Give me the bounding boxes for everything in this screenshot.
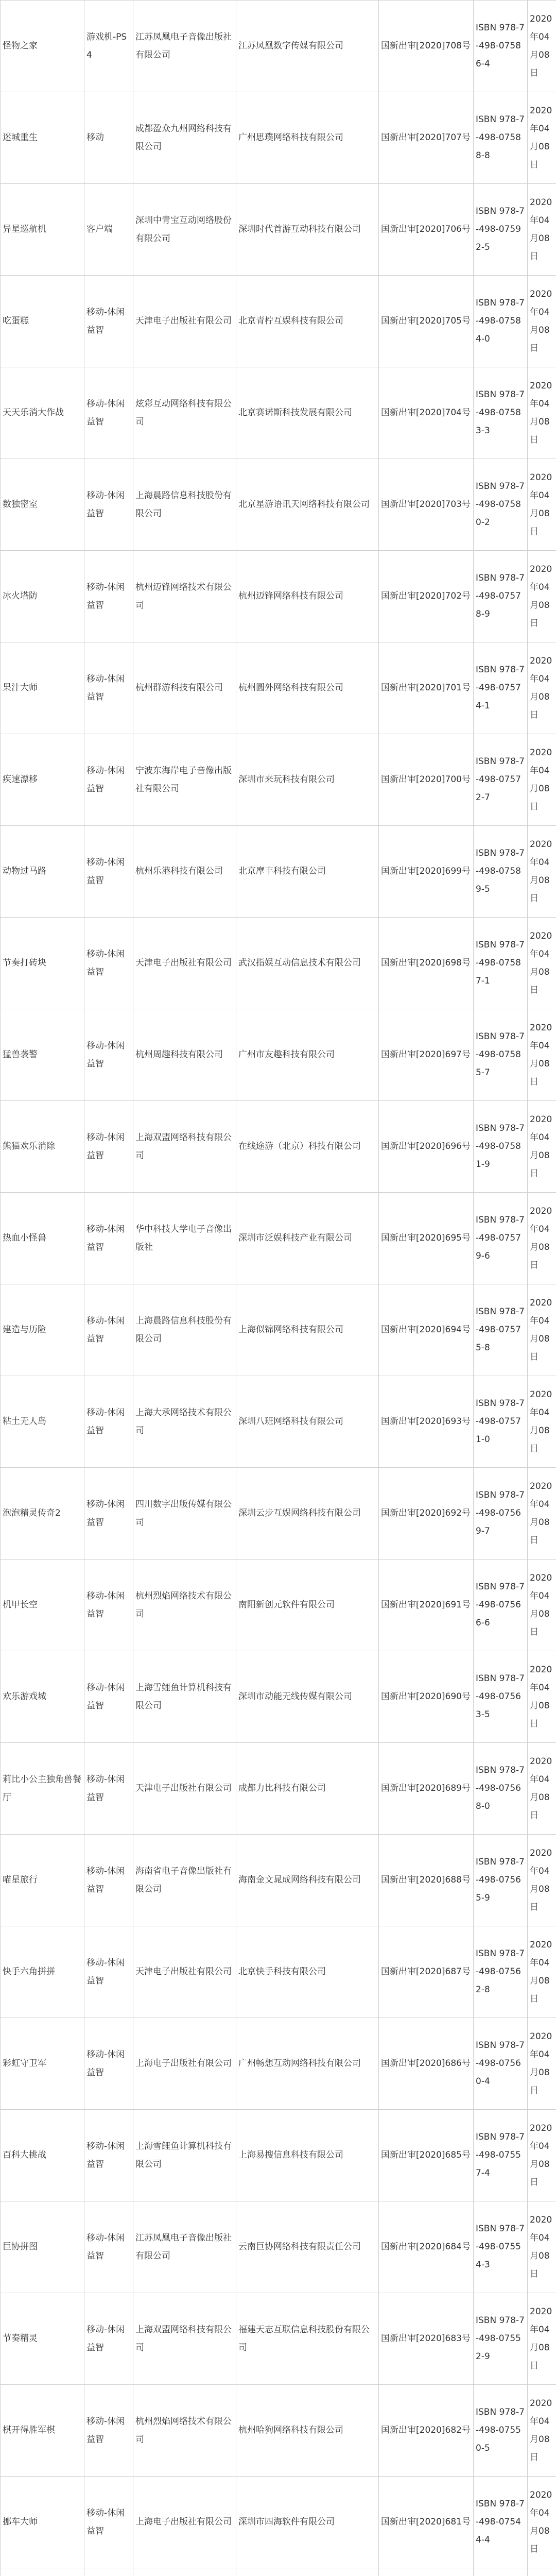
operator-cell: 深圳市动能无线传媒有限公司 [236,1651,379,1743]
publisher-cell: 华中科技大学电子音像出版社 [133,1193,236,1284]
approval-date-cell: 2020年04月08日 [528,734,556,826]
category-cell: 移动-休闲益智 [84,1284,133,1376]
publisher-cell: 上海晨路信息科技股份有限公司 [133,1284,236,1376]
approval-date-cell: 2020年04月08日 [528,2293,556,2385]
approval-date-cell: 2020年04月08日 [528,92,556,184]
approval-number-cell: 国新出审[2020]708号 [379,1,474,92]
game-name-cell: 百科大挑战 [1,2110,84,2201]
approval-number-cell: 国新出审[2020]695号 [379,1193,474,1284]
table-row [1,918,556,1009]
table-row [1,2201,556,2293]
game-name-cell: 快手六角拼拼 [1,1926,84,2018]
table-row [1,1651,556,1743]
publisher-cell: 四川数字出版传媒有限公司 [133,1468,236,1560]
approval-date-cell: 2020年04月08日 [528,1926,556,2018]
approval-date-cell: 2020年04月08日 [528,1193,556,1284]
table-row [1,826,556,918]
isbn-cell: ISBN 978-7-498-07586-4 [474,1,528,92]
approval-date-cell: 2020年04月08日 [528,459,556,551]
category-cell: 移动-休闲益智 [84,1009,133,1101]
publisher-cell: 天津电子出版社有限公司 [133,1743,236,1835]
isbn-cell: ISBN 978-7-498-07589-5 [474,826,528,918]
approval-number-cell: 国新出审[2020]697号 [379,1009,474,1101]
category-cell: 移动-休闲益智 [84,1926,133,2018]
category-cell: 移动 [84,92,133,184]
game-name-cell: 果汁大师 [1,642,84,734]
game-name-cell: 棋开得胜军棋 [1,2385,84,2477]
operator-cell: 杭州哈狗网络科技有限公司 [236,2385,379,2477]
publisher-cell: 深圳中青宝互动网络股份有限公司 [133,184,236,276]
isbn-cell: ISBN 978-7-498-07554-3 [474,2201,528,2293]
approval-number-cell: 国新出审[2020]707号 [379,92,474,184]
publisher-cell: 江苏凤凰电子音像出版社有限公司 [133,1,236,92]
category-cell: 移动-休闲益智 [84,642,133,734]
category-cell: 移动-休闲益智 [84,1376,133,1468]
table-row [1,2568,556,2576]
game-name-cell: 冰火塔防 [1,551,84,642]
approval-number-cell: 国新出审[2020]682号 [379,2385,474,2477]
category-cell: 移动-休闲益智 [84,918,133,1009]
game-name-cell: 天天乐消大作战 [1,367,84,459]
category-cell: 客户端 [84,184,133,276]
approval-date-cell: 2020年04月08日 [528,1835,556,1926]
operator-cell: 成都力比科技有限公司 [236,1743,379,1835]
isbn-cell: ISBN 978-7-498-07563-5 [474,1651,528,1743]
game-name-cell: 彩虹守卫军 [1,2018,84,2110]
game-name-cell: 喵星旅行 [1,1835,84,1926]
game-name-cell [1,2568,84,2576]
approval-number-cell: 国新出审[2020]687号 [379,1926,474,2018]
game-name-cell: 熊猫欢乐消除 [1,1101,84,1193]
operator-cell: 南阳新创元软件有限公司 [236,1560,379,1651]
approval-number-cell [379,2568,474,2576]
isbn-cell: ISBN 978-7-498-07565-9 [474,1835,528,1926]
category-cell: 移动-休闲益智 [84,2477,133,2568]
approval-number-cell: 国新出审[2020]691号 [379,1560,474,1651]
approval-number-cell: 国新出审[2020]692号 [379,1468,474,1560]
game-name-cell: 粘土无人岛 [1,1376,84,1468]
category-cell: 移动-休闲益智 [84,826,133,918]
publisher-cell: 天津电子出版社有限公司 [133,918,236,1009]
operator-cell: 深圳八班网络科技有限公司 [236,1376,379,1468]
game-name-cell: 热血小怪兽 [1,1193,84,1284]
category-cell: 移动-休闲益智 [84,2110,133,2201]
approval-number-cell: 国新出审[2020]706号 [379,184,474,276]
game-name-cell: 怪物之家 [1,1,84,92]
approval-date-cell: 2020年04月08日 [528,1651,556,1743]
table-row [1,1835,556,1926]
approval-number-cell: 国新出审[2020]688号 [379,1835,474,1926]
approval-date-cell: 2020年04月08日 [528,1743,556,1835]
isbn-cell: ISBN 978-7-498-07552-9 [474,2293,528,2385]
category-cell: 移动-休闲益智 [84,1651,133,1743]
operator-cell: 云南巨协网络科技有限责任公司 [236,2201,379,2293]
approval-date-cell: 2020年04月08日 [528,2201,556,2293]
game-name-cell: 动物过马路 [1,826,84,918]
approval-date-cell: 2020年04月08日 [528,1284,556,1376]
table-row [1,551,556,642]
table-row [1,1,556,92]
isbn-cell: ISBN 978-7-498-07574-1 [474,642,528,734]
publisher-cell: 上海雪鲤鱼计算机科技有限公司 [133,2110,236,2201]
isbn-cell: ISBN 978-7-498-07575-8 [474,1284,528,1376]
table-row [1,1284,556,1376]
category-cell: 移动-休闲益智 [84,1560,133,1651]
game-name-cell: 异星巡航机 [1,184,84,276]
isbn-cell: ISBN 978-7-498-07560-4 [474,2018,528,2110]
publisher-cell: 杭州烈焰网络技术有限公司 [133,2385,236,2477]
category-cell: 移动-休闲益智 [84,1835,133,1926]
isbn-cell: ISBN 978-7-498-07579-6 [474,1193,528,1284]
isbn-cell: ISBN 978-7-498-07566-6 [474,1560,528,1651]
approval-date-cell: 2020年04月08日 [528,184,556,276]
operator-cell: 北京青柠互娱科技有限公司 [236,276,379,367]
publisher-cell: 江苏凤凰电子音像出版社有限公司 [133,2201,236,2293]
approval-number-cell: 国新出审[2020]689号 [379,1743,474,1835]
game-name-cell: 吃蛋糕 [1,276,84,367]
category-cell: 移动-休闲益智 [84,2201,133,2293]
approval-date-cell [528,2568,556,2576]
approval-number-cell: 国新出审[2020]694号 [379,1284,474,1376]
game-name-cell: 数独密室 [1,459,84,551]
publisher-cell: 杭州周趣科技有限公司 [133,1009,236,1101]
game-name-cell: 莉比小公主独角兽餐厅 [1,1743,84,1835]
table-row [1,1468,556,1560]
isbn-cell: ISBN 978-7-498-07585-7 [474,1009,528,1101]
operator-cell: 武汉指娱互动信息技术有限公司 [236,918,379,1009]
approval-date-cell: 2020年04月08日 [528,826,556,918]
isbn-cell: ISBN 978-7-498-07544-4 [474,2477,528,2568]
table-row [1,1193,556,1284]
table-row [1,459,556,551]
category-cell: 移动-休闲益智 [84,1101,133,1193]
isbn-cell: ISBN 978-7-498-07584-0 [474,276,528,367]
game-name-cell: 建造与历险 [1,1284,84,1376]
approval-date-cell: 2020年04月08日 [528,918,556,1009]
approval-date-cell: 2020年04月08日 [528,2477,556,2568]
category-cell: 移动-休闲益智 [84,551,133,642]
publisher-cell: 上海电子出版社有限公司 [133,2477,236,2568]
category-cell: 移动-休闲益智 [84,734,133,826]
table-row [1,276,556,367]
isbn-cell: ISBN 978-7-498-07581-9 [474,1101,528,1193]
operator-cell: 在线途游（北京）科技有限公司 [236,1101,379,1193]
table-row [1,2477,556,2568]
publisher-cell: 成都盈众九州网络科技有限公司 [133,92,236,184]
approval-number-cell: 国新出审[2020]686号 [379,2018,474,2110]
game-name-cell: 猛兽袭警 [1,1009,84,1101]
table-row [1,642,556,734]
operator-cell: 深圳市来玩科技有限公司 [236,734,379,826]
approval-date-cell: 2020年04月08日 [528,2385,556,2477]
isbn-cell: ISBN 978-7-498-07588-8 [474,92,528,184]
isbn-cell: ISBN 978-7-498-07557-4 [474,2110,528,2201]
isbn-cell: ISBN 978-7-498-07571-0 [474,1376,528,1468]
publisher-cell: 上海双盟网络科技有限公司 [133,2293,236,2385]
publisher-cell: 杭州烈焰网络技术有限公司 [133,1560,236,1651]
operator-cell: 上海易搜信息科技有限公司 [236,2110,379,2201]
category-cell: 游戏机-PS4 [84,1,133,92]
approval-number-cell: 国新出审[2020]690号 [379,1651,474,1743]
game-name-cell: 迷城重生 [1,92,84,184]
publisher-cell: 杭州乐港科技有限公司 [133,826,236,918]
operator-cell: 深圳时代首游互动科技有限公司 [236,184,379,276]
publisher-cell [133,2568,236,2576]
publisher-cell: 上海电子出版社有限公司 [133,2018,236,2110]
operator-cell: 杭州圆外网络科技有限公司 [236,642,379,734]
approval-date-cell: 2020年04月08日 [528,367,556,459]
table-row [1,1926,556,2018]
category-cell: 移动-休闲益智 [84,1193,133,1284]
approval-number-cell: 国新出审[2020]696号 [379,1101,474,1193]
approval-date-cell: 2020年04月08日 [528,276,556,367]
category-cell [84,2568,133,2576]
approval-date-cell: 2020年04月08日 [528,1376,556,1468]
approval-number-cell: 国新出审[2020]700号 [379,734,474,826]
isbn-cell: ISBN 978-7-498-07569-7 [474,1468,528,1560]
publisher-cell: 炫彩互动网络科技有限公司 [133,367,236,459]
isbn-cell: ISBN 978-7-498-07580-2 [474,459,528,551]
approval-number-cell: 国新出审[2020]705号 [379,276,474,367]
approval-number-cell: 国新出审[2020]681号 [379,2477,474,2568]
approval-number-cell: 国新出审[2020]685号 [379,2110,474,2201]
approval-date-cell: 2020年04月08日 [528,642,556,734]
approval-number-cell: 国新出审[2020]684号 [379,2201,474,2293]
table-row [1,734,556,826]
operator-cell: 北京赛诺斯科技发展有限公司 [236,367,379,459]
game-name-cell: 疾速漂移 [1,734,84,826]
operator-cell: 上海似锦网络科技有限公司 [236,1284,379,1376]
table-row [1,1560,556,1651]
isbn-cell: ISBN 978-7-498-07592-5 [474,184,528,276]
category-cell: 移动-休闲益智 [84,459,133,551]
table-row [1,367,556,459]
isbn-cell: ISBN 978-7-498-07578-9 [474,551,528,642]
isbn-cell: ISBN 978-7-498-07583-3 [474,367,528,459]
approval-date-cell: 2020年04月08日 [528,551,556,642]
operator-cell: 广州市友趣科技有限公司 [236,1009,379,1101]
game-name-cell: 节奏打砖块 [1,918,84,1009]
operator-cell: 广州思璞网络科技有限公司 [236,92,379,184]
game-name-cell: 巨协拼图 [1,2201,84,2293]
approval-number-cell: 国新出审[2020]699号 [379,826,474,918]
operator-cell: 江苏凤凰数字传媒有限公司 [236,1,379,92]
publisher-cell: 上海雪鲤鱼计算机科技有限公司 [133,1651,236,1743]
category-cell: 移动-休闲益智 [84,2385,133,2477]
publisher-cell: 宁波东海岸电子音像出版社有限公司 [133,734,236,826]
table-row [1,2110,556,2201]
isbn-cell: ISBN 978-7-498-07550-5 [474,2385,528,2477]
publisher-cell: 杭州群游科技有限公司 [133,642,236,734]
table-row [1,2293,556,2385]
category-cell: 移动-休闲益智 [84,367,133,459]
table-row [1,92,556,184]
table-row [1,1009,556,1101]
publisher-cell: 海南省电子音像出版社有限公司 [133,1835,236,1926]
isbn-cell: ISBN 978-7-498-07587-1 [474,918,528,1009]
publisher-cell: 天津电子出版社有限公司 [133,1926,236,2018]
category-cell: 移动-休闲益智 [84,276,133,367]
approval-number-cell: 国新出审[2020]701号 [379,642,474,734]
operator-cell: 北京摩丰科技有限公司 [236,826,379,918]
category-cell: 移动-休闲益智 [84,1468,133,1560]
operator-cell: 深圳云步互娱网络科技有限公司 [236,1468,379,1560]
publisher-cell: 上海晨路信息科技股份有限公司 [133,459,236,551]
game-name-cell: 节奏精灵 [1,2293,84,2385]
approval-date-cell: 2020年04月08日 [528,1560,556,1651]
category-cell: 移动-休闲益智 [84,2293,133,2385]
approval-date-cell: 2020年04月08日 [528,1,556,92]
publisher-cell: 上海双盟网络科技有限公司 [133,1101,236,1193]
isbn-cell: ISBN 978-7-498-07572-7 [474,734,528,826]
category-cell: 移动-休闲益智 [84,1743,133,1835]
isbn-cell [474,2568,528,2576]
approval-number-cell: 国新出审[2020]683号 [379,2293,474,2385]
approval-number-cell: 国新出审[2020]702号 [379,551,474,642]
approval-number-cell: 国新出审[2020]704号 [379,367,474,459]
operator-cell: 北京快手科技有限公司 [236,1926,379,2018]
table-row [1,1376,556,1468]
operator-cell: 深圳市四海软件有限公司 [236,2477,379,2568]
operator-cell [236,2568,379,2576]
table-row [1,1743,556,1835]
approval-date-cell: 2020年04月08日 [528,1009,556,1101]
isbn-cell: ISBN 978-7-498-07568-0 [474,1743,528,1835]
game-name-cell: 欢乐游戏城 [1,1651,84,1743]
approval-date-cell: 2020年04月08日 [528,1101,556,1193]
approval-date-cell: 2020年04月08日 [528,2110,556,2201]
operator-cell: 深圳市泛娱科技产业有限公司 [236,1193,379,1284]
approval-number-cell: 国新出审[2020]698号 [379,918,474,1009]
operator-cell: 福建天志互联信息科技股份有限公司 [236,2293,379,2385]
table-row [1,2385,556,2477]
game-name-cell: 机甲长空 [1,1560,84,1651]
publisher-cell: 上海大承网络技术有限公司 [133,1376,236,1468]
operator-cell: 北京星游语讯天网络科技有限公司 [236,459,379,551]
operator-cell: 杭州迈锋网络科技有限公司 [236,551,379,642]
approval-number-cell: 国新出审[2020]693号 [379,1376,474,1468]
table-row [1,2018,556,2110]
isbn-cell: ISBN 978-7-498-07562-8 [474,1926,528,2018]
game-name-cell: 挪车大师 [1,2477,84,2568]
approval-date-cell: 2020年04月08日 [528,1468,556,1560]
approval-date-cell: 2020年04月08日 [528,2018,556,2110]
table-row [1,1101,556,1193]
operator-cell: 海南金文晁成网络科技有限公司 [236,1835,379,1926]
category-cell: 移动-休闲益智 [84,2018,133,2110]
operator-cell: 广州畅想互动网络科技有限公司 [236,2018,379,2110]
publisher-cell: 天津电子出版社有限公司 [133,276,236,367]
game-name-cell: 泡泡精灵传奇2 [1,1468,84,1560]
approval-number-cell: 国新出审[2020]703号 [379,459,474,551]
table-row [1,184,556,276]
publisher-cell: 杭州迈锋网络技术有限公司 [133,551,236,642]
